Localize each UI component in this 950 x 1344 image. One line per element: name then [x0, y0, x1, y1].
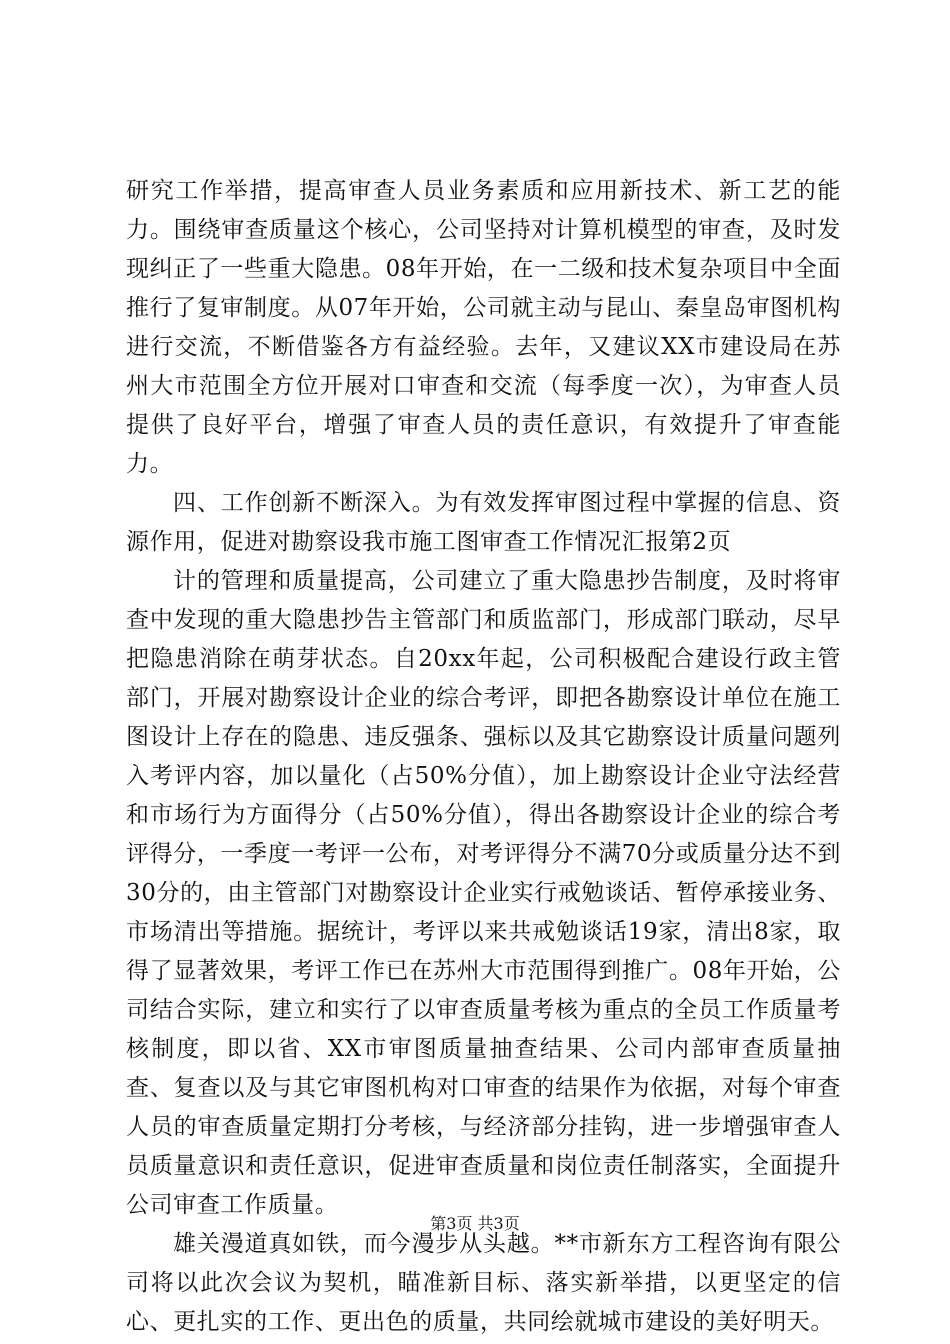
paragraph-conclusion: 雄关漫道真如铁，而今漫步从头越。**市新东方工程咨询有限公司将以此次会议为契机，瞄准新目标、落实新举措，以更坚定的信心、更扎实的工作、更出色的质量，共同绘就城市建设的美好明天。	[126, 1231, 841, 1335]
paragraph-review-measures: 研究工作举措，提高审查人员业务素质和应用新技术、新工艺的能力。围绕审查质量这个核心，公司坚持对计算机模型的审查，及时发现纠正了一些重大隐患。08年开始，在一二级和技术复杂项目中全面推行了复审制度。从07年开始，公司就主动与昆山、秦皇岛审图机构进行交流，不断借鉴各方有益经验。去年，又建议XX市建设局在苏州大市范围全方位开展对口审查和交流（每季度一次），为审查人员提供了良好平台，增强了审查人员的责任意识，有效提升了审查能力。	[126, 178, 841, 477]
paragraph-quality-management: 计的管理和质量提高，公司建立了重大隐患抄告制度，及时将审查中发现的重大隐患抄告主管部门和质监部门，形成部门联动，尽早把隐患消除在萌芽状态。自20xx年起，公司积极配合建设行政主管部门，开展对勘察设计企业的综合考评，即把各勘察设计单位在施工图设计上存在的隐患、违反强条、强标以及其它勘察设计质量问题列入考评内容，加以量化（占50%分值），加上勘察设计企业守法经营和市场行为方面得分（占50%分值），得出各勘察设计企业的综合考评得分，一季度一考评一公布，对考评得分不满70分或质量分达不到30分的，由主管部门对勘察设计企业实行戒勉谈话、暂停承接业务、市场清出等措施。据统计，考评以来共戒勉谈话19家，清出8家，取得了显著效果，考评工作已在苏州大市范围得到推广。08年开始，公司结合实际，建立和实行了以审查质量考核为重点的全员工作质量考核制度，即以省、XX市审图质量抽查结果、公司内部审查质量抽查、复查以及与其它审图机构对口审查的结果作为依据，对每个审查人员的审查质量定期打分考核，与经济部分挂钩，进一步增强审查人员质量意识和责任意识，促进审查质量和岗位责任制落实，全面提升公司审查工作质量。	[126, 568, 841, 1218]
page-footer: 第3页 共3页	[430, 1214, 520, 1233]
paragraph-innovation: 四、工作创新不断深入。为有效发挥审图过程中掌握的信息、资源作用，促进对勘察设我市施工图审查工作情况汇报第2页	[126, 490, 841, 555]
document-body	[126, 172, 841, 1342]
